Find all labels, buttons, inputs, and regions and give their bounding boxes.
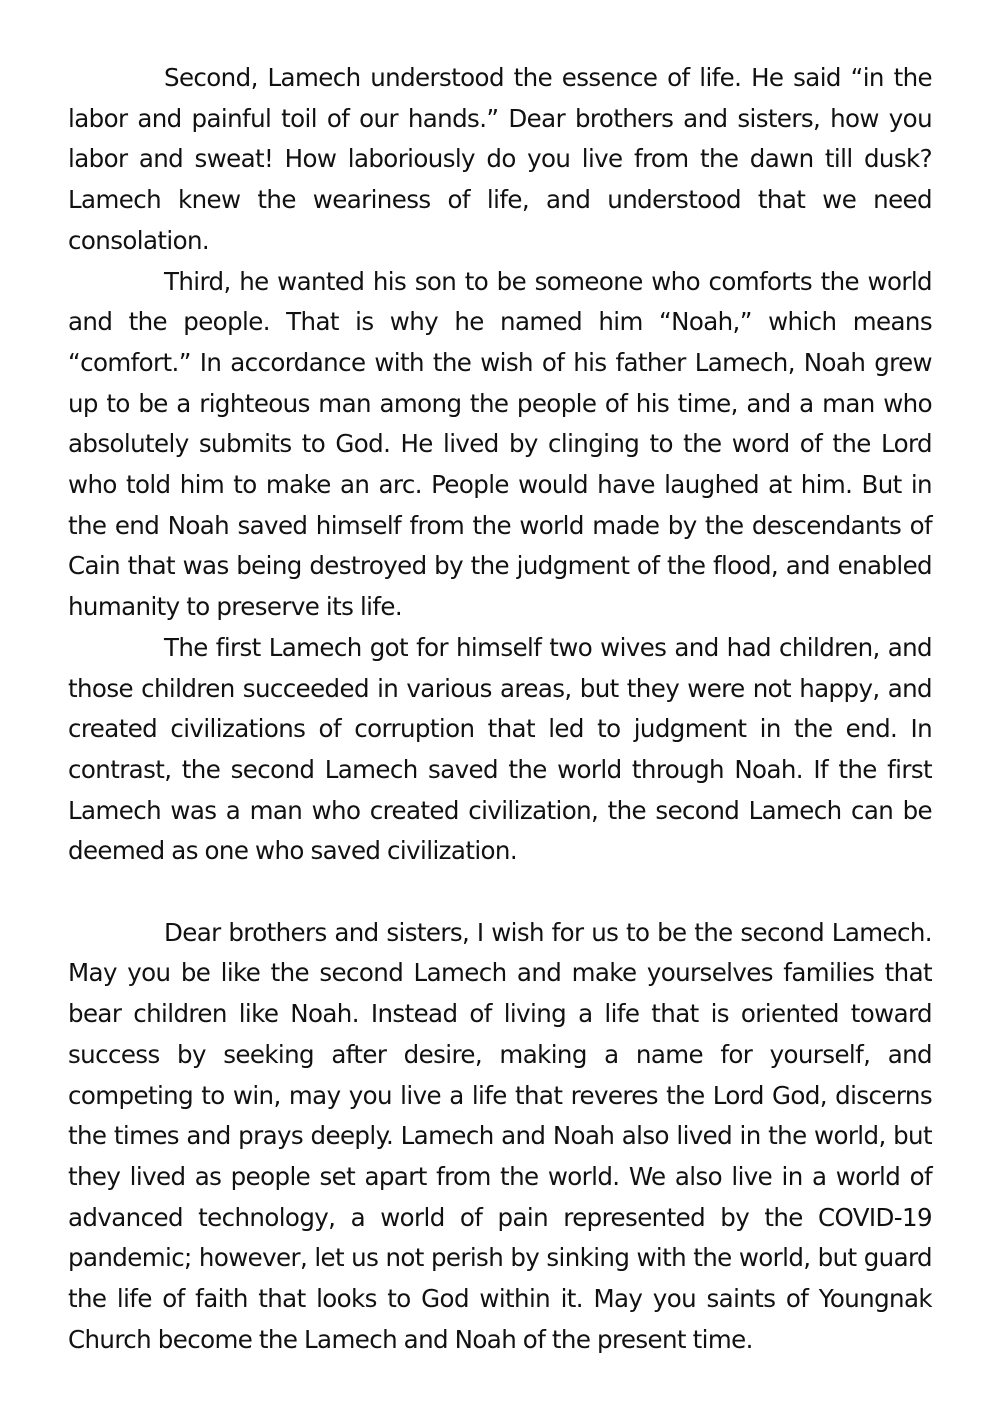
paragraph-two-lamechs: The first Lamech got for himself two wives and had children, and those children succeeded in various areas, but they were not happy, and created civilizations of corruption that led to judgment in the end. In contrast, the second Lamech saved the world through Noah. If the first Lamech was a man who created civilization, the second Lamech can be deemed as one who saved civilization.	[68, 632, 932, 866]
paragraph-closing-exhortation: Dear brothers and sisters, I wish for us to be the second Lamech. May you be like the second Lamech and make yourselves families that bear children like Noah. Instead of living a life that is oriented toward success by seeking after desire, making a name for yourself, and competing to win, may you live a life that reveres the Lord God, discerns the times and prays deeply. Lamech and Noah also lived in the world, but they lived as people set apart from the world. We also live in a world of advanced technology, a world of pain represented by the COVID-19 pandemic; however, let us not perish by sinking with the world, but guard the life of faith that looks to God within it. May you saints of Youngnak Church become the Lamech and Noah of the present time.	[68, 917, 932, 1354]
paragraph-spacer	[68, 872, 932, 913]
paragraph-third-point: Third, he wanted his son to be someone who comforts the world and the people. That is why he named him “Noah,” which means “comfort.” In accordance with the wish of his father Lamech, Noah grew up to be a righteous man among the people of his time, and a man who absolutely submits to God. He lived by clinging to the word of the Lord who told him to make an arc. People would have laughed at him. But in the end Noah saved himself from the world made by the descendants of Cain that was being destroyed by the judgment of the flood, and enabled humanity to preserve its life.	[68, 266, 932, 622]
document-page	[68, 58, 932, 1360]
paragraph-second-point: Second, Lamech understood the essence of life. He said “in the labor and painful toil of our hands.” Dear brothers and sisters, how you labor and sweat! How laboriously do you live from the dawn till dusk? Lamech knew the weariness of life, and understood that we need consolation.	[68, 63, 932, 255]
